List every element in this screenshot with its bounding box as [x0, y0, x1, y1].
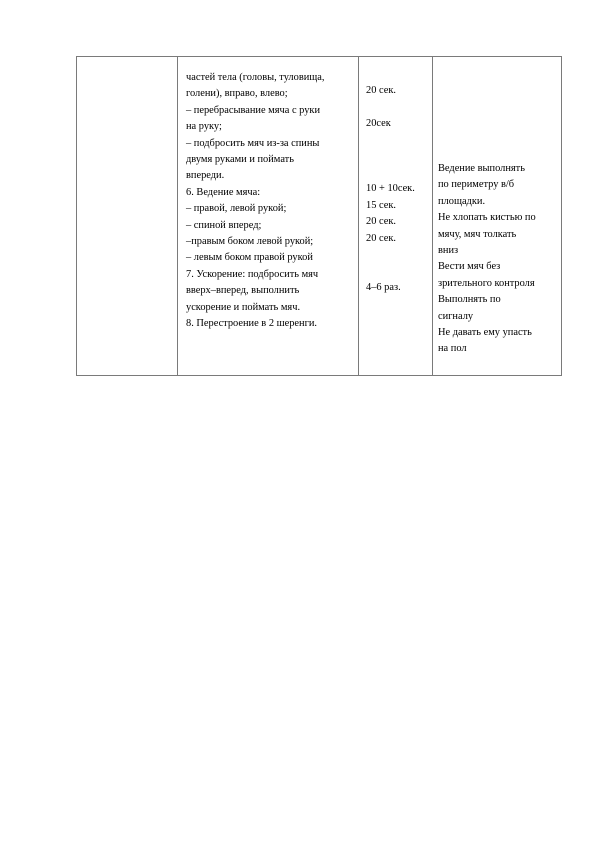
- note-line: Не давать ему упасть: [438, 327, 532, 339]
- note-line: мячу, мяч толкать: [438, 228, 517, 240]
- exercise-line: –правым боком левой рукой;: [186, 236, 314, 248]
- note-line: сигналу: [438, 310, 474, 322]
- exercise-line: – левым боком правой рукой: [186, 252, 313, 264]
- note-line: площадки.: [438, 195, 486, 207]
- dosage-value: 15 сек.: [366, 199, 396, 211]
- note-line: на пол: [438, 343, 467, 355]
- dosage-value: 10 + 10сек.: [366, 183, 415, 195]
- dosage-value: 20 сек.: [366, 232, 396, 244]
- exercise-line: на руку;: [186, 121, 222, 133]
- note-line: Выполнять по: [438, 294, 501, 306]
- note-line: вниз: [438, 245, 459, 257]
- exercise-line: 8. Перестроение в 2 шеренги.: [186, 318, 318, 330]
- exercise-line: голени), вправо, влево;: [186, 88, 288, 100]
- exercise-line: впереди.: [186, 170, 225, 182]
- exercise-line: – перебрасывание мяча с руки: [186, 104, 321, 116]
- column-divider: [177, 57, 178, 375]
- exercise-line: – правой, левой рукой;: [186, 203, 287, 215]
- dosage-value: 20сек: [366, 117, 391, 129]
- note-line: Вести мяч без: [438, 261, 501, 273]
- exercise-line: вверх–вперед, выполнить: [186, 285, 300, 297]
- dosage-value: 20 сек.: [366, 85, 396, 96]
- exercise-line: частей тела (головы, туловища,: [186, 72, 325, 83]
- exercise-line: 7. Ускорение: подбросить мяч: [186, 268, 319, 280]
- exercise-line: двумя руками и поймать: [186, 154, 294, 166]
- dosage-value: 20 сек.: [366, 216, 396, 228]
- exercise-line: – спиной вперед;: [186, 219, 262, 231]
- note-line: Не хлопать кистью по: [438, 212, 536, 224]
- dosage-value: 4–6 раз.: [366, 281, 401, 293]
- note-line: по периметру в/б: [438, 179, 515, 191]
- exercise-cell: [186, 70, 351, 333]
- dosage-cell: [366, 83, 436, 296]
- lesson-table: [76, 56, 562, 376]
- exercise-line: ускорение и поймать мяч.: [186, 301, 301, 313]
- exercise-line: – подбросить мяч из-за спины: [186, 137, 320, 149]
- column-divider: [358, 57, 359, 375]
- exercise-line: 6. Ведение мяча:: [186, 186, 261, 198]
- note-line: зрительного контроля: [438, 277, 535, 289]
- notes-cell: [438, 161, 562, 358]
- note-line: Ведение выполнять: [438, 163, 525, 174]
